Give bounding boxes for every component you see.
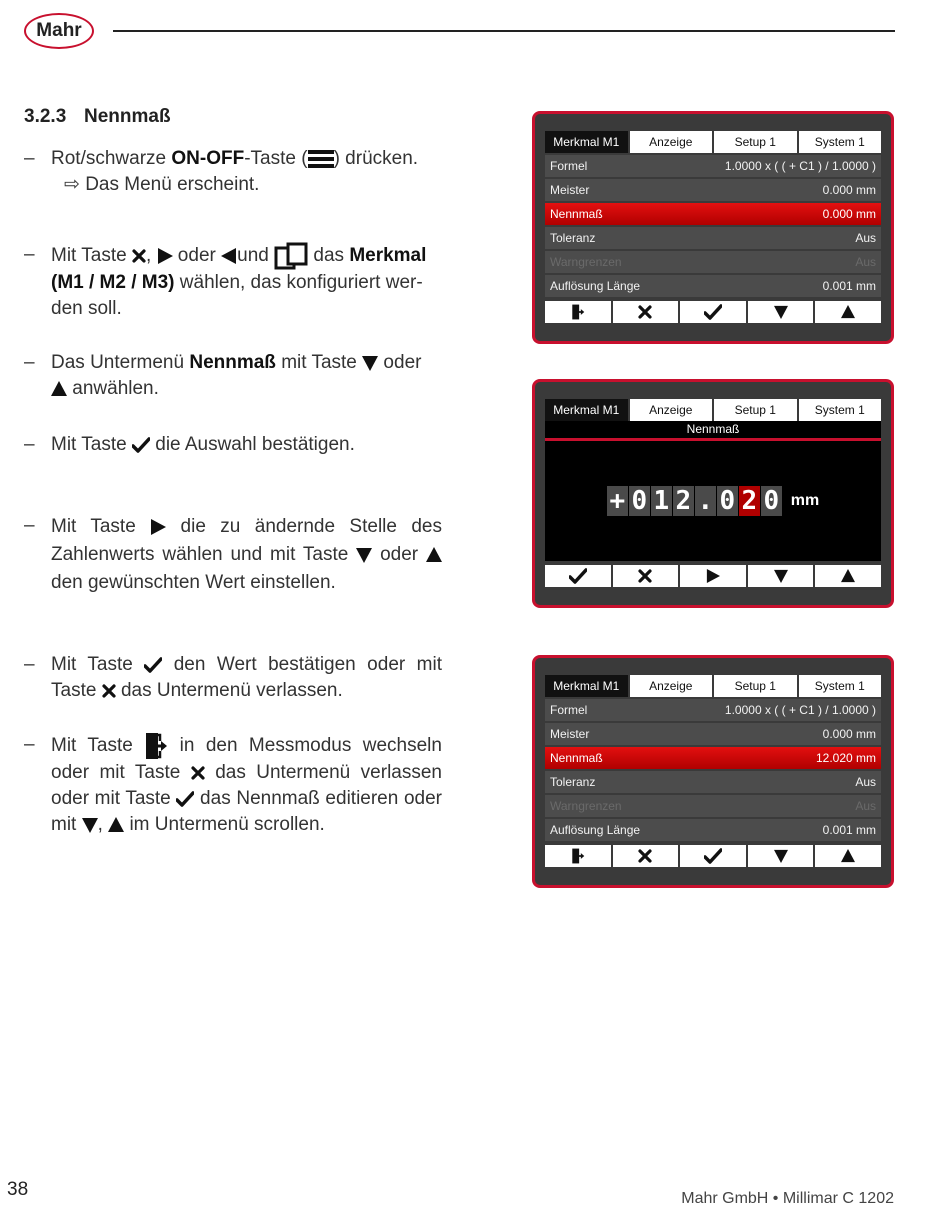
tab-anzeige[interactable]: Anzeige — [630, 675, 713, 697]
step-6: – Mit Taste den Wert bestätigen oder mit Taste das Untermenü verlassen. — [24, 654, 442, 701]
cross-icon — [132, 249, 146, 263]
menu-row-aufloesung[interactable]: Auflösung Länge 0.001 mm — [545, 819, 881, 841]
tab-bar — [545, 131, 881, 153]
menu-row-warngrenzen: Warngrenzen Aus — [545, 795, 881, 817]
cross-icon — [638, 569, 652, 583]
down-arrow-icon — [362, 355, 378, 371]
down-arrow-icon — [774, 569, 788, 583]
tab-setup[interactable]: Setup 1 — [714, 675, 797, 697]
cancel-key[interactable] — [613, 301, 679, 323]
confirm-key[interactable] — [680, 845, 746, 867]
cancel-key[interactable] — [613, 845, 679, 867]
exit-key[interactable] — [545, 845, 611, 867]
step-1-result: ⇨ Das Menü erscheint. — [64, 174, 260, 195]
tab-anzeige[interactable]: Anzeige — [630, 131, 713, 153]
tab-anzeige[interactable]: Anzeige — [630, 399, 713, 421]
menu-row-toleranz[interactable]: Toleranz Aus — [545, 227, 881, 249]
step-7: – Mit Taste in den Messmodus wechseln oder mit Taste das Untermenü verlassen oder mit Taste das Nennmaß editieren oder mit , im Untermenü scrollen. — [24, 734, 443, 835]
tab-setup[interactable]: Setup 1 — [714, 131, 797, 153]
result-arrow-icon: ⇨ — [64, 174, 80, 195]
mahr-logo: Mahr — [24, 13, 94, 49]
step-4: – Mit Taste die Auswahl bestätigen. — [24, 434, 355, 455]
digit[interactable]: 0 — [717, 486, 738, 516]
softkey-bar — [545, 565, 881, 587]
tab-bar — [545, 675, 881, 697]
menu-row-warngrenzen: Warngrenzen Aus — [545, 251, 881, 273]
step-2: – Mit Taste , oder und das Merkmal (M1 / M2 / M3) wählen, das konfiguriert wer-den soll. — [24, 244, 427, 319]
section-title — [24, 106, 171, 128]
step-5: – Mit Taste die zu ändernde Stelle des Zahlenwerts wählen und mit Taste oder den gewünschten Wert einstellen. — [24, 515, 442, 593]
up-key[interactable] — [815, 845, 881, 867]
header-rule — [113, 30, 895, 32]
device-screen-2 — [532, 379, 894, 608]
right-arrow-icon — [157, 248, 173, 264]
footer-text: Mahr GmbH • Millimar C 1202 — [681, 1190, 894, 1207]
step-1: – Rot/schwarze ON-OFF-Taste ( ) drücken. ⇨ Das Menü erscheint. — [24, 146, 442, 198]
section-number: 3.2.3 — [24, 106, 67, 127]
confirm-key[interactable] — [545, 565, 611, 587]
up-arrow-icon — [426, 547, 442, 563]
step-3: – Das Untermenü Nennmaß mit Taste oder anwählen. — [24, 352, 422, 399]
down-arrow-icon — [774, 849, 788, 863]
menu-row-formel[interactable]: Formel 1.0000 x ( ( + C1 ) / 1.0000 ) — [545, 155, 881, 177]
menu-row-meister[interactable]: Meister 0.000 mm — [545, 723, 881, 745]
decimal-point: . — [695, 486, 716, 516]
pages-icon — [274, 242, 308, 270]
up-key[interactable] — [815, 301, 881, 323]
cross-icon — [638, 305, 652, 319]
menu-list — [545, 699, 881, 841]
exit-door-icon — [571, 848, 585, 864]
tab-system[interactable]: System 1 — [799, 399, 882, 421]
tab-setup[interactable]: Setup 1 — [714, 399, 797, 421]
exit-door-icon — [144, 732, 168, 760]
down-key[interactable] — [748, 845, 814, 867]
right-arrow-icon — [150, 519, 166, 535]
menu-list — [545, 155, 881, 297]
tab-merkmal[interactable]: Merkmal M1 — [545, 131, 628, 153]
tab-merkmal[interactable]: Merkmal M1 — [545, 399, 628, 421]
up-arrow-icon — [108, 817, 124, 833]
menu-row-toleranz[interactable]: Toleranz Aus — [545, 771, 881, 793]
menu-icon — [308, 149, 334, 169]
value-editor — [545, 441, 881, 561]
up-key[interactable] — [815, 565, 881, 587]
down-key[interactable] — [748, 565, 814, 587]
exit-key[interactable] — [545, 301, 611, 323]
up-arrow-icon — [841, 305, 855, 319]
device-screen-3 — [532, 655, 894, 888]
check-icon — [569, 568, 587, 584]
left-arrow-icon — [221, 248, 237, 264]
tab-merkmal[interactable]: Merkmal M1 — [545, 675, 628, 697]
edit-title: Nennmaß — [545, 421, 881, 441]
menu-row-formel[interactable]: Formel 1.0000 x ( ( + C1 ) / 1.0000 ) — [545, 699, 881, 721]
digit[interactable]: 0 — [761, 486, 782, 516]
unit-label: mm — [790, 492, 820, 509]
menu-row-aufloesung[interactable]: Auflösung Länge 0.001 mm — [545, 275, 881, 297]
softkey-bar — [545, 845, 881, 867]
check-icon — [704, 848, 722, 864]
check-icon — [704, 304, 722, 320]
softkey-bar — [545, 301, 881, 323]
tab-bar — [545, 399, 881, 421]
up-arrow-icon — [841, 569, 855, 583]
down-key[interactable] — [748, 301, 814, 323]
tab-system[interactable]: System 1 — [799, 131, 882, 153]
down-arrow-icon — [82, 817, 98, 833]
section-heading: Nennmaß — [84, 106, 171, 127]
cross-icon — [102, 684, 116, 698]
digit-selected[interactable]: 2 — [739, 486, 760, 516]
check-icon — [176, 791, 194, 807]
exit-door-icon — [571, 304, 585, 320]
menu-row-nennmass[interactable]: Nennmaß 0.000 mm — [545, 203, 881, 225]
digit-sign[interactable]: + — [607, 486, 628, 516]
down-arrow-icon — [774, 305, 788, 319]
cross-icon — [638, 849, 652, 863]
up-arrow-icon — [841, 849, 855, 863]
cross-icon — [191, 766, 205, 780]
menu-row-nennmass[interactable]: Nennmaß 12.020 mm — [545, 747, 881, 769]
right-arrow-icon — [706, 569, 720, 583]
check-icon — [144, 657, 162, 673]
up-arrow-icon — [51, 381, 67, 397]
cancel-key[interactable] — [613, 565, 679, 587]
tab-system[interactable]: System 1 — [799, 675, 882, 697]
menu-row-meister[interactable]: Meister 0.000 mm — [545, 179, 881, 201]
device-screen-1 — [532, 111, 894, 344]
digit[interactable]: 0 — [629, 486, 650, 516]
down-arrow-icon — [356, 547, 372, 563]
confirm-key[interactable] — [680, 301, 746, 323]
right-key[interactable] — [680, 565, 746, 587]
digit[interactable]: 1 — [651, 486, 672, 516]
check-icon — [132, 437, 150, 453]
page-number: 38 — [7, 1179, 29, 1200]
digit[interactable]: 2 — [673, 486, 694, 516]
